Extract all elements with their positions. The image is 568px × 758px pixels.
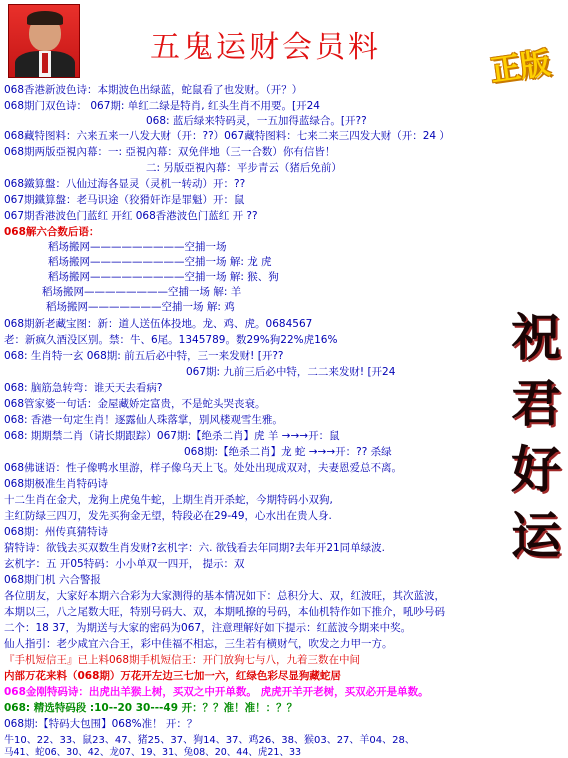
line-brain-teaser: 068: 脑筋急转弯：谁天天去看病? <box>4 382 163 394</box>
line-macau-color-poem: 068期门双色诗： 067期: 单红二绿是特肖, 红头生肖不用要。[开24 <box>4 100 320 112</box>
line-riddle-1: 稻场搬网—————————空捕一场 <box>48 241 227 253</box>
line-alert-paragraph-2: 本期以三，八之尾数大旺，特别号码大、双，本期吼撩的号码，本仙机特作如下推介，吼吵号码 <box>4 606 445 618</box>
line-iron-abacus-068: 068鐵算盤：八仙过海各显灵（灵机一转动）开：?? <box>4 178 246 190</box>
line-buddha-riddle: 068佛谜语：性子像鸭水里游，样子像乌天上飞。处处出现成双对，夫妻恩爱总不离。 <box>4 462 403 474</box>
line-hidden-picture: 068藏特图料：六来五来一八发大财（开：??）067藏特图料：七来二来三四发大财（开：24 ） <box>4 130 450 142</box>
line-door-alert-heading: 068期门机 六合警报 <box>4 574 101 586</box>
line-zodiac-numbers-2: 马41、蛇06、30、42、龙07、19、31、兔08、20、44、虎21、33 <box>4 747 302 758</box>
line-sms-king: 『手机短信王』已上料068期手机短信王：开门放狗七与八，九着三数在中间 <box>4 654 361 666</box>
line-vajra-poem: 068金刚特码诗：出虎出羊猴上树，买双之中开单数。 虎虎开羊开老树，买双必开是单数。 <box>4 686 429 698</box>
line-housekeeper-quote: 068管家婆一句话：金屋藏娇定富贵，不是蛇头哭丧衰。 <box>4 398 266 410</box>
zhengban-badge: 正版 <box>488 45 553 89</box>
line-atv-inside-2: 二: 另版亞視內幕：平步青云（猪后免前） <box>146 162 342 174</box>
line-macau-color-poem-2: 068: 蓝后绿来特码灵，一五加得蓝绿合。[开?? <box>146 115 367 127</box>
line-treasure-map-new: 068期新老藏宝图：新：道人送伍体投地。龙、鸡、虎。0684567 <box>4 318 313 330</box>
line-immortal-guide: 仙人指引：老少咸宜六合王，彩中佳福不相忘，三生若有横财气，吹发之力甲一方。 <box>4 638 393 650</box>
line-riddle-5: 稻场搬网———————空捕一场 解: 鸡 <box>46 301 235 313</box>
line-special-code-poem-1: 十二生肖在金犬，龙狗上虎兔牛蛇，上期生肖开杀蛇，今期特码小双狗, <box>4 494 333 506</box>
line-iron-abacus-067: 067期鐵算盤：老马识途（狡猾奸诈是罪魁）开：鼠 <box>4 194 245 206</box>
line-riddle-2: 稻场搬网—————————空捕一场 解: 龙 虎 <box>48 256 272 268</box>
line-riddle-3: 稻场搬网—————————空捕一场 解: 猴、狗 <box>48 271 279 283</box>
line-alert-paragraph-3: 二个：18 37，为期送与大家的密码为067，注意理解好如下提示：红蓝波今期来中奖。 <box>4 622 412 634</box>
line-selected-segment: 068: 精选特码段 :10--20 30---49 开：？？准！准！：？？ <box>4 702 298 714</box>
line-internal-flowers: 内部万花来料（068期）万花开左边三七加一六，红绿色彩尽显狗藏蛇居 <box>4 670 341 682</box>
line-wave-color-poem: 068香港新波色诗：本期波色出绿蓝，蛇鼠看了也发财。（开？） <box>4 84 303 96</box>
line-special-code-poem-heading: 068期极准生肖特码诗 <box>4 478 109 490</box>
line-zodiac-numbers-1: 牛10、22、33、鼠23、47、猪25、37、狗14、37、鸡26、38、猴03、27、羊04、28、 <box>4 735 415 746</box>
line-special-code-poem-2: 主红防绿三四刀，发先买狗金无望，特段必在29-49，心水出在贵人身. <box>4 510 332 522</box>
line-riddle-heading: 068解六合数后语： <box>4 226 100 238</box>
line-hk-zodiac-quote: 068: 香港一句定生肖！逐露仙人珠落掌，别风楼观雪生雅。 <box>4 414 283 426</box>
line-treasure-map-old: 老：新疯久酒没区别。禁：牛、6尾。1345789。数29%狗22%虎16% <box>4 334 338 346</box>
line-alert-paragraph-1: 各位朋友，大家好本期六合彩为大家测得的基本情况如下：总积分大、双，红波旺，其次蓝波， <box>4 590 445 602</box>
line-zodiac-special-068: 068: 生肖特一玄 068期: 前五后必中特，三一来发财! [开?? <box>4 350 284 362</box>
header-portrait-photo <box>8 4 80 78</box>
line-fax-guess-heading: 068期：州传真猜特诗 <box>4 526 109 538</box>
line-atv-inside-1: 068期两版亞視內幕：一: 亞視內幕：双免伴地（三一合数）你有信皆！ <box>4 146 336 158</box>
line-mystery-word: 玄机字：五 开05特码：小小单双一四开， 提示：双 <box>4 558 245 570</box>
line-riddle-4: 稻场搬网————————空捕一场 解: 羊 <box>42 286 242 298</box>
line-banned-two-068: 068期:【绝杀二肖】龙 蛇 →→→开：?? 杀绿 <box>184 446 392 458</box>
page-title: 五鬼运财会员料 <box>150 30 381 65</box>
line-banned-two-067: 068: 期期禁二肖（请长期跟踪）067期:【绝杀二肖】虎 羊 →→→开：鼠 <box>4 430 340 442</box>
line-code-surround-heading: 068期:【特码大包围】068%准！ 开：？ <box>4 718 198 730</box>
line-hk-color-door: 067期香港波色门蓝红 开红 068香港波色门蓝红 开 ?? <box>4 210 258 222</box>
line-zodiac-special-067: 067期: 九前三后必中特，二二来发财! [开24 <box>186 366 396 378</box>
line-guess-poem: 猜特诗：欲钱去买双数生肖发财?玄机字：六. 欲钱看去年同期?去年开21同单绿波. <box>4 542 386 554</box>
blessing-calligraphy: 祝君好运 <box>511 308 561 565</box>
